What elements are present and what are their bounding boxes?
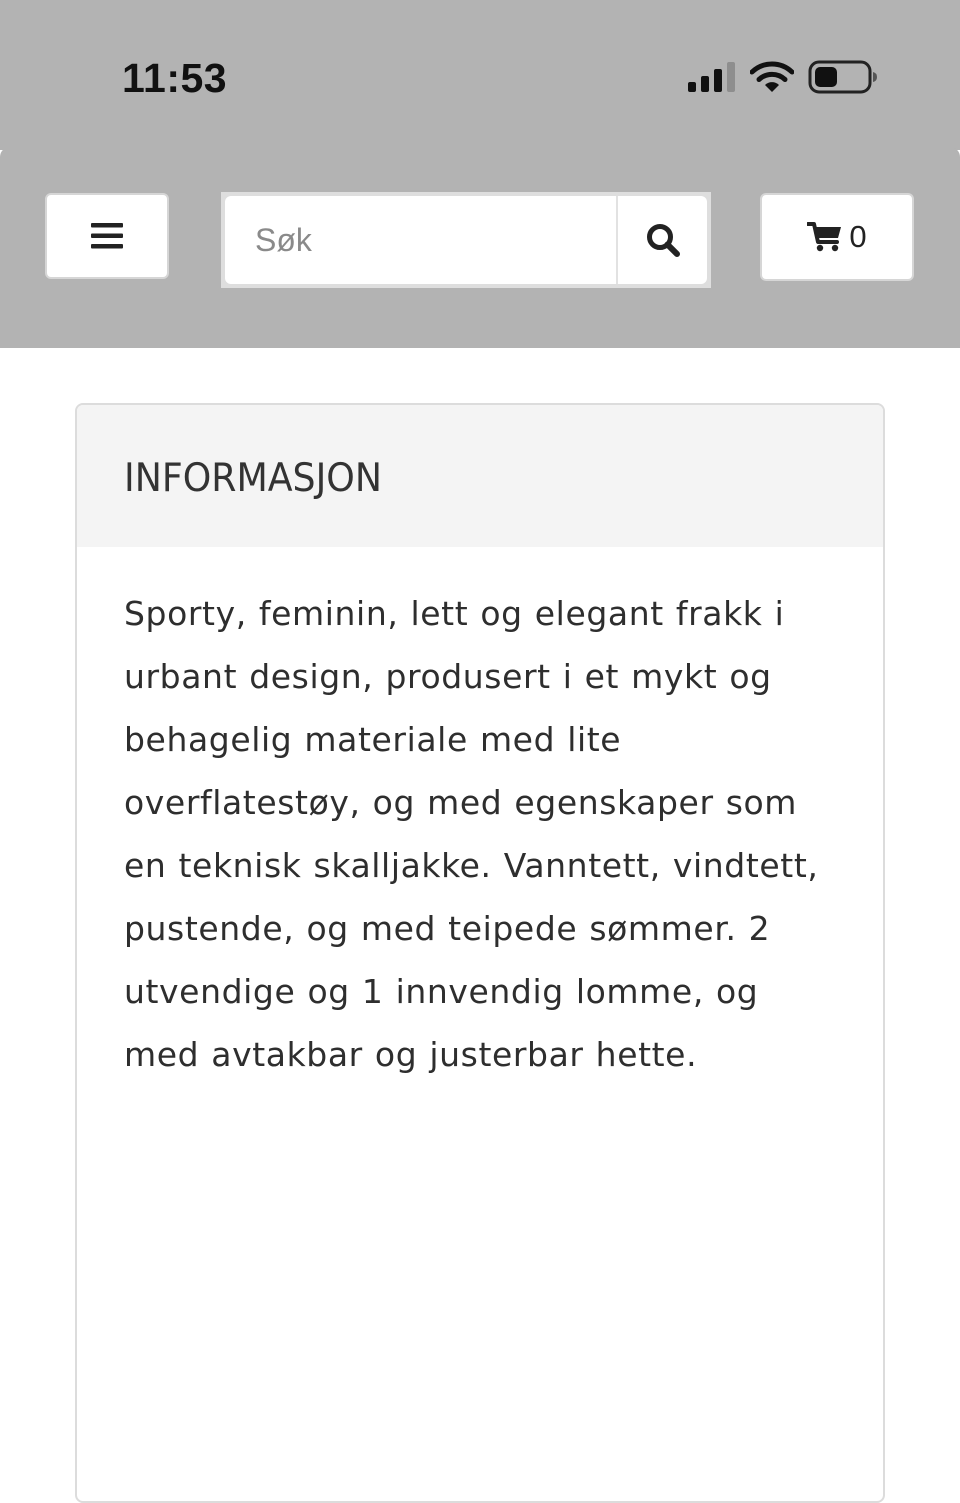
battery-icon	[808, 59, 878, 95]
product-description: Sporty, feminin, lett og elegant frakk i urbant design, produsert i et mykt og behagelig materiale med lite overflatestøy, og med egenskaper som en teknisk skalljakke. Vanntett, vindtett, pustende, og med teipede sømmer. 2 utvendige og 1 innvendig lomme, og med avtakbar og justerbar hette.	[124, 594, 819, 1074]
panel-body	[77, 547, 883, 1086]
cellular-signal-icon	[688, 62, 736, 92]
search-input[interactable]	[225, 196, 617, 284]
information-panel	[75, 403, 885, 1503]
panel-title: INFORMASJON	[124, 455, 382, 501]
panel-heading	[77, 405, 883, 547]
site-header	[0, 147, 960, 348]
hamburger-menu-icon	[91, 223, 123, 249]
search-button[interactable]	[616, 196, 707, 284]
cart-button[interactable]	[760, 193, 914, 281]
menu-button[interactable]	[45, 193, 169, 279]
search-icon	[646, 223, 680, 257]
status-bar	[0, 0, 960, 150]
wifi-icon	[750, 60, 794, 94]
status-time: 11:53	[122, 55, 228, 101]
search-bar	[221, 192, 711, 288]
shopping-cart-icon	[807, 221, 843, 253]
cart-count: 0	[849, 219, 867, 254]
